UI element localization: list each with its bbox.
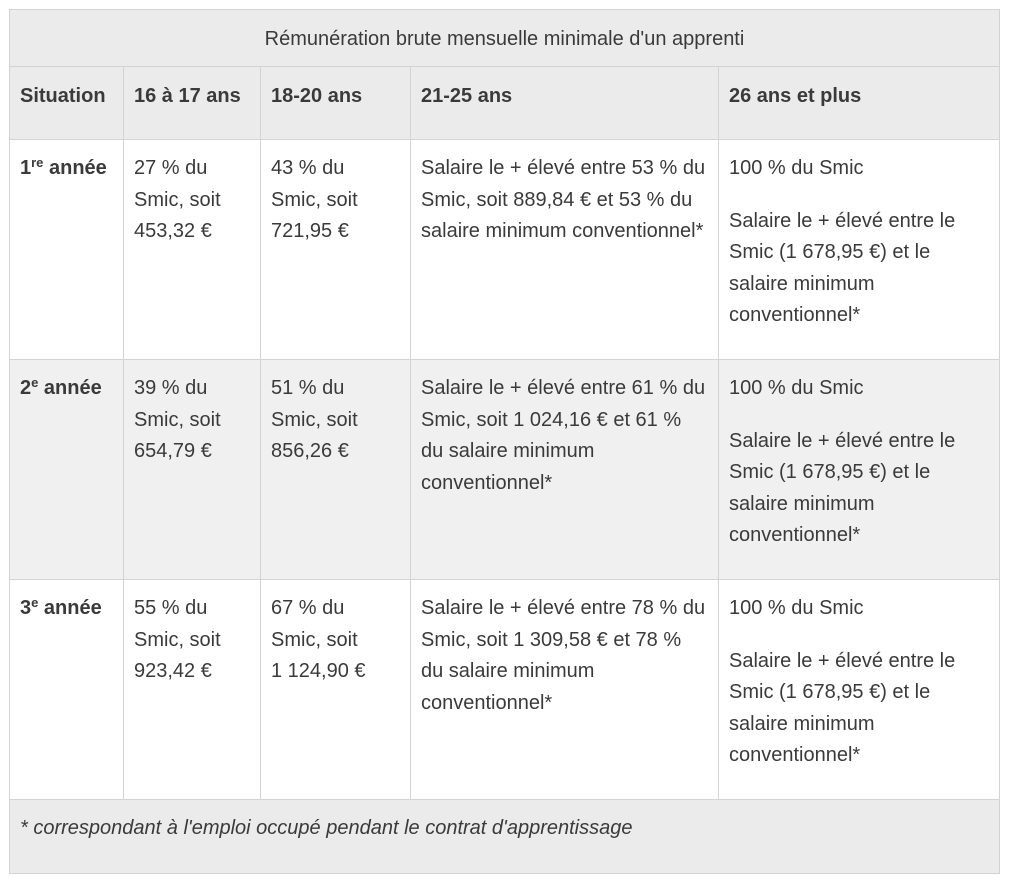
cell-line: 721,95 € <box>271 220 349 242</box>
year-label: année <box>38 597 102 619</box>
table-row <box>10 580 1000 800</box>
cell-line: 654,79 € <box>134 440 212 462</box>
cell-line: 453,32 € <box>134 220 212 242</box>
footnote-row <box>10 800 1000 874</box>
cell-line: Smic, soit <box>271 628 358 651</box>
table-row <box>10 360 1000 580</box>
year-label: année <box>38 377 102 399</box>
cell-18-20 <box>261 360 411 580</box>
cell-16-17 <box>124 360 261 580</box>
footnote: * correspondant à l'emploi occupé pendant le contrat d'apprentissage <box>10 800 1000 874</box>
cell-paragraph: 100 % du Smic <box>729 157 864 179</box>
cell-18-20 <box>261 140 411 360</box>
cell-26-plus <box>719 580 1000 800</box>
cell-paragraph: 100 % du Smic <box>729 377 864 399</box>
header-16-17: 16 à 17 ans <box>124 67 261 140</box>
cell-line: 923,42 € <box>134 660 212 682</box>
header-situation: Situation <box>10 67 124 140</box>
header-21-25: 21-25 ans <box>411 67 719 140</box>
cell-18-20 <box>261 580 411 800</box>
cell-line: 1 124,90 € <box>271 660 366 682</box>
cell-line: Smic, soit <box>134 188 221 211</box>
cell-paragraph: Salaire le + élevé entre le Smic (1 678,95 €) et le salaire minimum conventionnel* <box>729 209 956 326</box>
header-26-plus: 26 ans et plus <box>719 67 1000 140</box>
situation-cell <box>10 360 124 580</box>
cell-line: Smic, soit <box>134 408 221 431</box>
year-number: 1 <box>20 157 32 179</box>
year-number: 3 <box>20 597 32 619</box>
apprentice-pay-table <box>9 9 1000 874</box>
cell-21-25: Salaire le + élevé entre 53 % du Smic, soit 889,84 € et 53 % du salaire minimum conventionnel* <box>411 140 719 360</box>
situation-cell <box>10 580 124 800</box>
cell-26-plus <box>719 140 1000 360</box>
cell-21-25: Salaire le + élevé entre 61 % du Smic, soit 1 024,16 € et 61 % du salaire minimum conventionnel* <box>411 360 719 580</box>
table-row <box>10 140 1000 360</box>
cell-line: 43 % du <box>271 157 345 179</box>
cell-paragraph: Salaire le + élevé entre le Smic (1 678,95 €) et le salaire minimum conventionnel* <box>729 649 956 766</box>
table-title: Rémunération brute mensuelle minimale d'un apprenti <box>9 9 1000 66</box>
cell-paragraph: 100 % du Smic <box>729 597 864 619</box>
year-label: année <box>43 157 107 179</box>
year-suffix: e <box>31 375 39 390</box>
year-suffix: e <box>31 595 39 610</box>
cell-line: 39 % du <box>134 377 208 399</box>
cell-16-17 <box>124 580 261 800</box>
cell-line: Smic, soit <box>134 628 221 651</box>
cell-paragraph: Salaire le + élevé entre le Smic (1 678,95 €) et le salaire minimum conventionnel* <box>729 429 956 546</box>
situation-cell <box>10 140 124 360</box>
year-number: 2 <box>20 377 32 399</box>
cell-line: 27 % du <box>134 157 208 179</box>
cell-21-25: Salaire le + élevé entre 78 % du Smic, soit 1 309,58 € et 78 % du salaire minimum conventionnel* <box>411 580 719 800</box>
cell-line: 856,26 € <box>271 440 349 462</box>
cell-line: Smic, soit <box>271 188 358 211</box>
apprentice-pay-table-container <box>9 9 999 874</box>
cell-line: 51 % du <box>271 377 345 399</box>
year-suffix: re <box>31 155 44 170</box>
cell-16-17 <box>124 140 261 360</box>
cell-line: 67 % du <box>271 597 345 619</box>
header-row <box>10 67 1000 140</box>
header-18-20: 18-20 ans <box>261 67 411 140</box>
cell-26-plus <box>719 360 1000 580</box>
cell-line: Smic, soit <box>271 408 358 431</box>
cell-line: 55 % du <box>134 597 208 619</box>
